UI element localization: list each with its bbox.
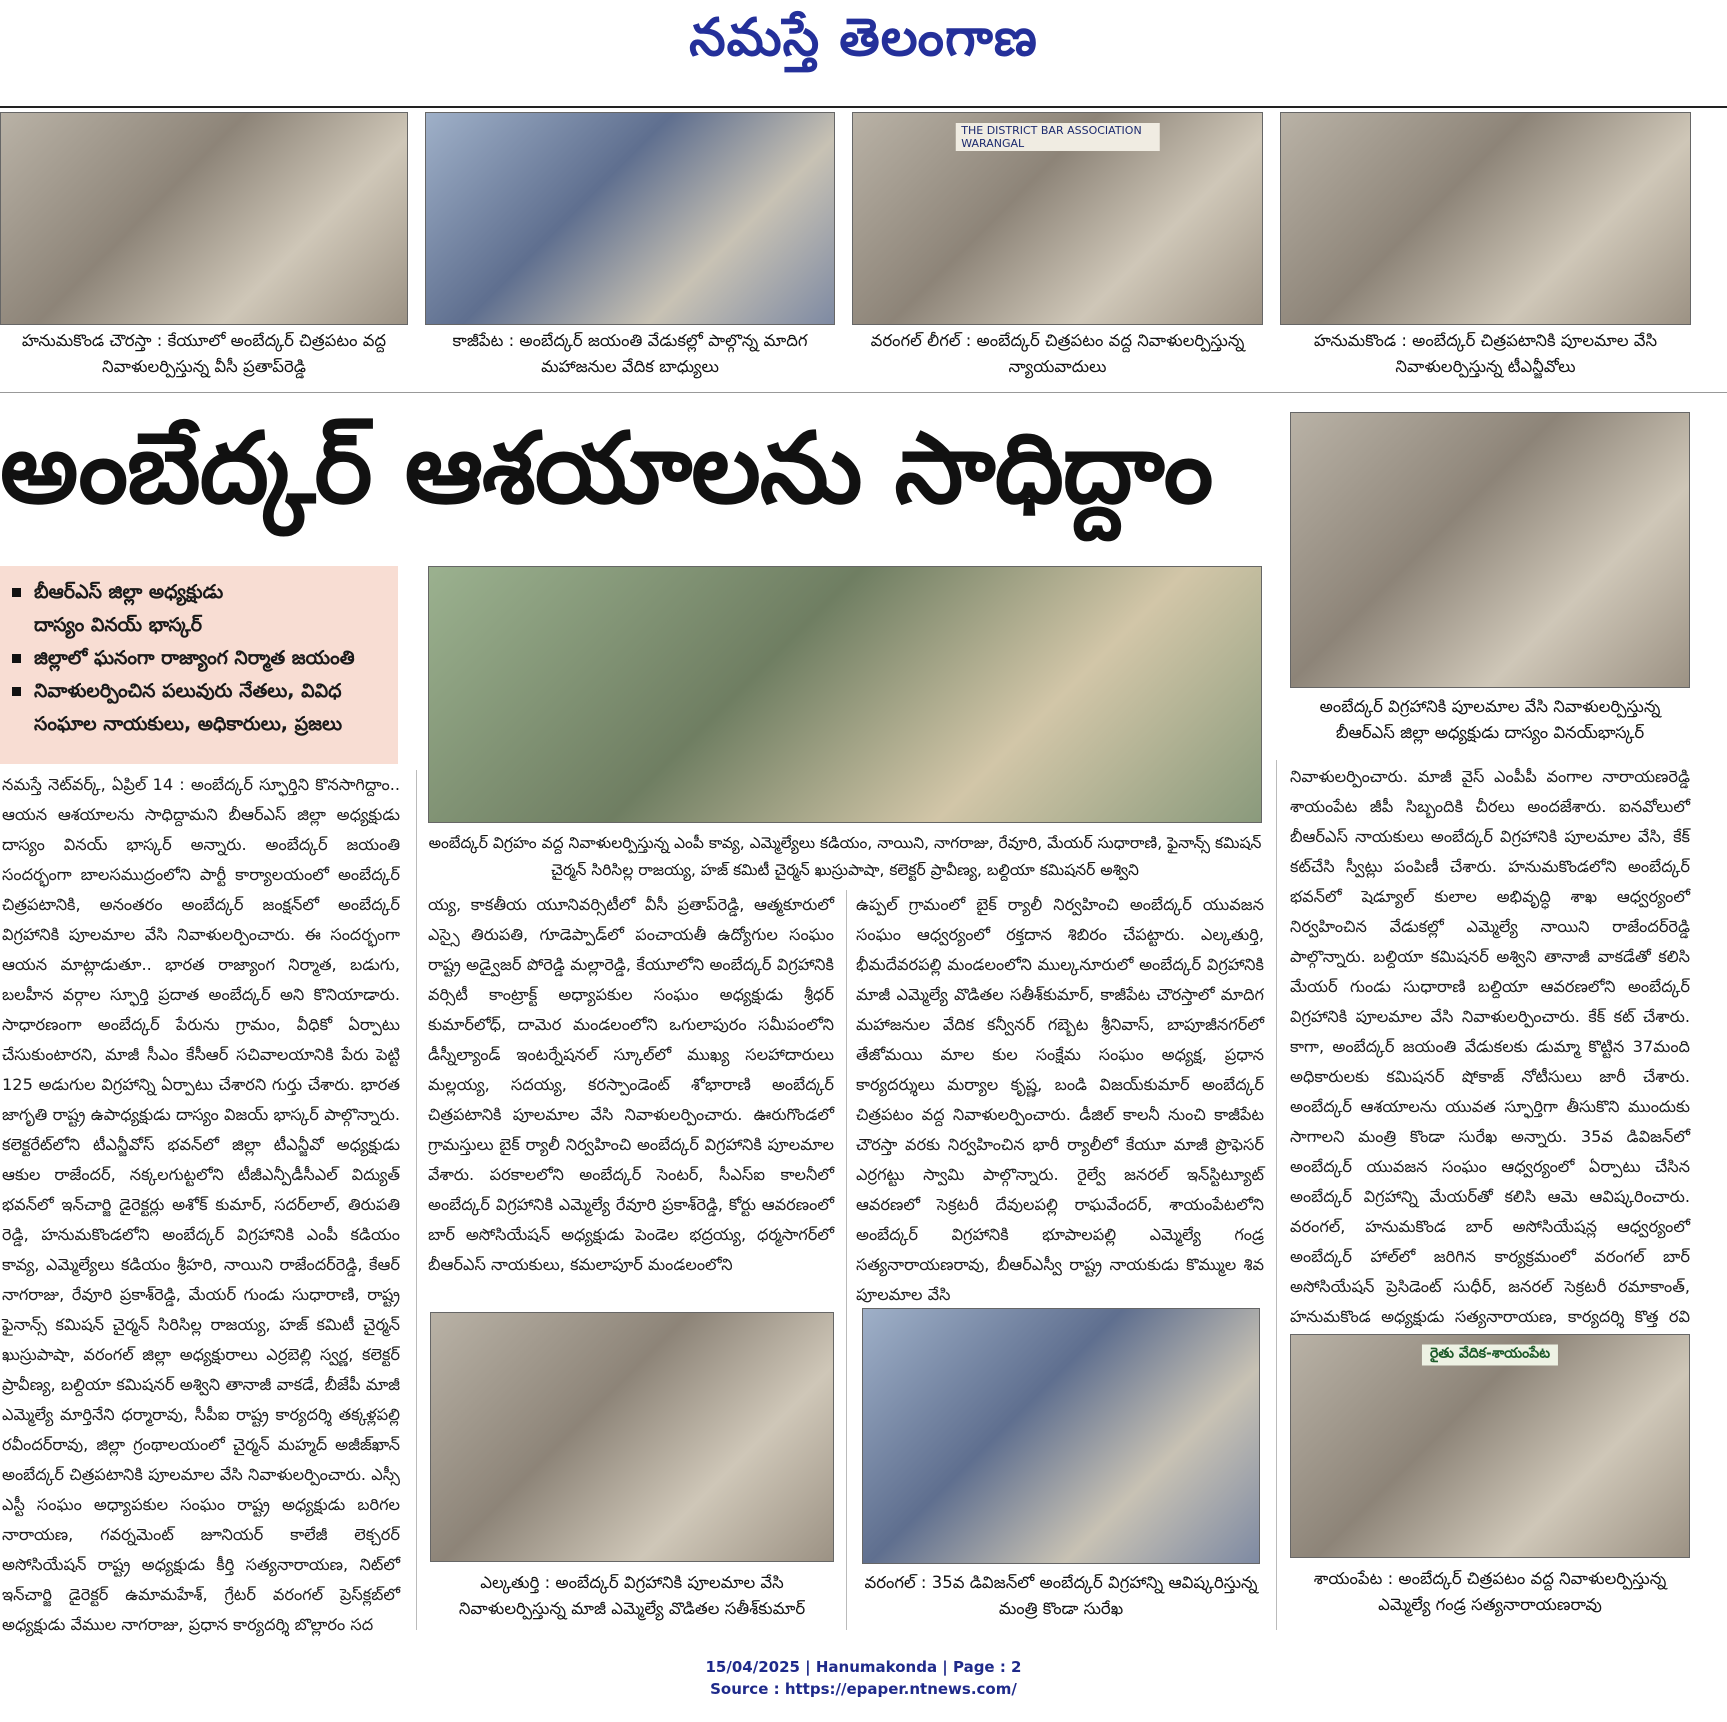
article-column-1 xyxy=(2,770,400,1640)
article-column-2 xyxy=(428,890,834,1298)
right-photo xyxy=(1290,412,1690,688)
article-text: నమస్తే నెట్‌వర్క్, ఏప్రిల్ 14 : అంబేద్కర్ స్ఫూర్తిని కొనసాగిద్దాం.. ఆయన ఆశయాలను సాధిద్దామని బీఆర్ఎస్ జిల్లా అధ్యక్షుడు దాస్యం వినయ్ భాస్కర్ అన్నారు. అంబేద్కర్ జయంతి సందర్భంగా బాలసముద్రంలోని పార్టీ కార్యాలయంలో అంబేద్కర్ చిత్రపటానికి, అనంతరం అంబేద్కర్ జంక్షన్‌లో అంబేద్కర్ విగ్రహానికి పూలమాల వేసి నివాళులర్పించారు. ఈ సందర్భంగా ఆయన మాట్లాడుతూ.. భారత రాజ్యాంగ నిర్మాత, బడుగు, బలహీన వర్గాల స్ఫూర్తి ప్రదాత అంబేద్కర్ అని కొనియాడారు. సాధారణంగా అంబేద్కర్ పేరును గ్రామం, వీధికో ఏర్పాటు చేసుకుంటారని, మాజీ సీఎం కేసీఆర్ సచివాలయానికి పేరు పెట్టి 125 అడుగుల విగ్రహాన్ని ఏర్పాటు చేశారని గుర్తు చేశారు. భారత జాగృతి రాష్ట్ర ఉపాధ్యక్షుడు దాస్యం విజయ్ భాస్కర్ పాల్గొన్నారు. కలెక్టరేట్‌లోని టీఎన్జీవోస్ భవన్‌లో జిల్లా టీఎన్జీవో అధ్యక్షుడు ఆకుల రాజేందర్, నక్కలగుట్టలోని టీజీఎన్పీడీసీఎల్ విద్యుత్ భవన్‌లో ఇన్‌చార్జి డైరెక్టర్లు అశోక్ కుమార్, సదర్‌లాల్, తిరుపతి రెడ్డి, హనుమకొండలోని అంబేద్కర్ విగ్రహానికి ఎంపీ కడియం కావ్య, ఎమ్మెల్యేలు కడియం శ్రీహరి, నాయిని రాజేందర్‌రెడ్డి, కేఆర్ నాగరాజు, రేవూరి ప్రకాశ్‌రెడ్డి, మేయర్ గుండు సుధారాణి, రాష్ట్ర ఫైనాన్స్ కమిషన్ చైర్మన్ సిరిసిల్ల రాజయ్య, హజ్ కమిటీ చైర్మన్ ఖుస్రుపాషా, వరంగల్ జిల్లా అధ్యక్షురాలు ఎర్రబెల్లి స్వర్ణ, కలెక్టర్ ప్రావీణ్య, బల్దియా కమిషనర్ అశ్విని తానాజీ వాకడే, బీజేపీ మాజీ ఎమ్మెల్యే మార్తినేని ధర్మారావు, సీపీఐ రాష్ట్ర కార్యదర్శి తక్కళ్లపల్లి రవీందర్‌రావు, జిల్లా గ్రంథాలయంలో చైర్మన్ మహ్మద్ అజీజ్‌ఖాన్ అంబేద్కర్ చిత్రపటానికి పూలమాల వేసి నివాళులర్పించారు. ఎస్సీ ఎస్టీ సంఘం అధ్యాపకుల సంఘం రాష్ట్ర అధ్యక్షుడు బరిగల నారాయణ, గవర్నమెంట్ జూనియర్ కాలేజీ లెక్చరర్ అసోసియేషన్ రాష్ట్ర అధ్యక్షుడు కీర్తి సత్యనారాయణ, నిట్‌లో ఇన్‌చార్జి డైరెక్టర్ ఉమామహేశ్, గ్రేటర్ వరంగల్ ప్రెస్‌క్లబ్‌లో అధ్యక్షుడు వేముల నాగరాజు, ప్రధాన కార్యదర్శి బొల్లారం సద xyxy=(2,775,400,1634)
article-text: నివాళులర్పించారు. మాజీ వైస్ ఎంపీపీ వంగాల నారాయణరెడ్డి శాయంపేట జీపీ సిబ్బందికి చీరలు అందజేశారు. ఐనవోలులో బీఆర్ఎస్ నాయకులు అంబేద్కర్ విగ్రహానికి పూలమాల వేసి, కేక్ కట్‌చేసి స్వీట్లు పంపిణీ చేశారు. హనుమకొండలోని అంబేద్కర్ భవన్‌లో షెడ్యూల్ కులాల అభివృద్ధి శాఖ ఆధ్వర్యంలో నిర్వహించిన వేడుకల్లో ఎమ్మెల్యే నాయిని రాజేందర్‌రెడ్డి పాల్గొన్నారు. బల్దియా కమిషనర్ అశ్విని తానాజీ వాకడేతో కలిసి మేయర్ గుండు సుధారాణి బల్దియా ఆవరణలోని అంబేద్కర్ విగ్రహానికి పూలమాల వేసి నివాళులర్పించారు. కేక్ కట్ చేశారు. కాగా, అంబేద్కర్ జయంతి వేడుకలకు డుమ్మా కొట్టిన 37మంది అధికారులకు కమిషనర్ షోకాజ్ నోటీసులు జారీ చేశారు. అంబేద్కర్ ఆశయాలను యువత స్ఫూర్తిగా తీసుకొని ముందుకు సాగాలని మంత్రి కొండా సురేఖ అన్నారు. 35వ డివిజన్‌లో అంబేద్కర్ యువజన సంఘం ఆధ్వర్యంలో ఏర్పాటు చేసిన అంబేద్కర్ విగ్రహాన్ని మేయర్‌తో కలిసి ఆమె ఆవిష్కరించారు. వరంగల్, హనుమకొండ బార్ అసోసియేషన్ల ఆధ్వర్యంలో అంబేద్కర్ హాల్‌లో జరిగిన కార్యక్రమంలో వరంగల్ బార్ అసోసియేషన్ ప్రెసిడెంట్ సుధీర్, జనరల్ సెక్రటరీ రమాకాంత్, హనుమకొండ అధ్యక్షుడు సత్యనారాయణ, కార్యదర్శి కొత్త రవి xyxy=(1290,767,1690,1326)
top-photo-3 xyxy=(852,112,1263,325)
top-photo-1 xyxy=(0,112,408,325)
article-column-3 xyxy=(856,890,1264,1304)
article-column-4 xyxy=(1290,762,1690,1332)
top-caption-1: హనుమకొండ చౌరస్తా : కేయూలో అంబేద్కర్ చిత్రపటం వద్ద నివాళులర్పిస్తున్న వీసీ ప్రతాప్‌రెడ్డి xyxy=(21,331,387,376)
footer xyxy=(0,1656,1727,1700)
top-caption-4: హనుమకొండ : అంబేద్కర్ చిత్రపటానికి పూలమాల వేసి నివాళులర్పిస్తున్న టీఎన్జీవోలు xyxy=(1313,331,1658,376)
bottom-caption-3: శాయంపేట : అంబేద్కర్ చిత్రపటం వద్ద నివాళులర్పిస్తున్న ఎమ్మెల్యే గండ్ర సత్యనారాయణరావు xyxy=(1313,1569,1667,1614)
bottom-caption-1: ఎల్కతుర్తి : అంబేద్కర్ విగ్రహానికి పూలమాల వేసి నివాళులర్పిస్తున్న మాజీ ఎమ్మెల్యే వొడితల సతీశ్‌కుమార్ xyxy=(458,1573,806,1618)
top-photo-4 xyxy=(1280,112,1691,325)
top-caption-2: కాజీపేట : అంబేద్కర్ జయంతి వేడుకల్లో పాల్గొన్న మాదిగ మహాజనుల వేదిక బాధ్యులు xyxy=(452,331,808,376)
masthead-rule xyxy=(0,106,1727,108)
footer-date-line: 15/04/2025 | Hanumakonda | Page : 2 xyxy=(705,1658,1022,1676)
highlight-item: సంఘాల నాయకులు, అధికారులు, ప్రజలు xyxy=(34,713,343,735)
footer-source-line: Source : https://epaper.ntnews.com/ xyxy=(710,1680,1017,1698)
highlight-item: నివాళులర్పించిన పలువురు నేతలు, వివిధ xyxy=(10,675,390,708)
highlights-box xyxy=(0,566,398,764)
main-photo-caption: అంబేద్కర్ విగ్రహం వద్ద నివాళులర్పిస్తున్న ఎంపీ కావ్య, ఎమ్మెల్యేలు కడియం, నాయిని, నాగరాజు, రేవూరి, మేయర్ సుధారాణి, ఫైనాన్స్ కమిషన్ చైర్మన్ సిరిసిల్ల రాజయ్య, హజ్ కమిటీ చైర్మన్ ఖుస్రుపాషా, కలెక్టర్ ప్రావీణ్య, బల్దియా కమిషనర్ అశ్విని xyxy=(428,834,1262,879)
main-photo xyxy=(428,566,1262,823)
article-text: య్య, కాకతీయ యూనివర్సిటీలో వీసీ ప్రతాప్‌రెడ్డి, ఆత్మకూరులో ఎస్సై తిరుపతి, గూడెప్పాడ్‌లో పంచాయతీ ఉద్యోగుల సంఘం రాష్ట్ర అడ్వైజర్ పోరెడ్డి మల్లారెడ్డి, కేయూలోని అంబేద్కర్ విగ్రహానికి వర్సిటీ కాంట్రాక్ట్ అధ్యాపకుల సంఘం అధ్యక్షుడు శ్రీధర్ కుమార్‌లోధ్, దామెర మండలంలోని ఒగులాపురం సమీపంలోని డీస్నీల్యాండ్ ఇంటర్నేషనల్ స్కూల్‌లో ముఖ్య సలహాదారులు మల్లయ్య, సదయ్య, కరస్పాండెంట్ శోభారాణి అంబేద్కర్ చిత్రపటానికి పూలమాల వేసి నివాళులర్పించారు. ఊరుగొండలో గ్రామస్తులు బైక్ ర్యాలీ నిర్వహించి అంబేద్కర్ విగ్రహానికి పూలమాల వేశారు. పరకాలలోని అంబేద్కర్ సెంటర్, సీఎస్ఐ కాలనీలో అంబేద్కర్ విగ్రహానికి ఎమ్మెల్యే రేవూరి ప్రకాశ్‌రెడ్డి, కోర్టు ఆవరణంలో బార్ అసోసియేషన్ అధ్యక్షుడు పెండెల భద్రయ్య, ధర్మసాగర్‌లో బీఆర్ఎస్ నాయకులు, కమలాపూర్ మండలంలోని xyxy=(428,895,834,1274)
column-rule xyxy=(1276,760,1277,1630)
bar-association-sign: THE DISTRICT BAR ASSOCIATION WARANGAL xyxy=(955,123,1160,151)
highlight-item: జిల్లాలో ఘనంగా రాజ్యాంగ నిర్మాత జయంతి xyxy=(10,642,390,675)
column-rule xyxy=(416,770,417,1630)
bottom-photo-2 xyxy=(862,1308,1260,1564)
highlight-item: దాస్యం వినయ్ భాస్కర్ xyxy=(34,614,203,636)
headline: అంబేద్కర్ ఆశయాలను సాధిద్దాం xyxy=(0,412,1213,526)
top-photo-2 xyxy=(425,112,835,325)
right-photo-caption: అంబేద్కర్ విగ్రహానికి పూలమాల వేసి నివాళులర్పిస్తున్న బీఆర్ఎస్ జిల్లా అధ్యక్షుడు దాస్యం వినయ్‌భాస్కర్ xyxy=(1319,697,1661,742)
bottom-photo-1 xyxy=(430,1312,834,1562)
bottom-photo-3 xyxy=(1290,1334,1690,1558)
top-row-rule xyxy=(0,392,1727,393)
column-rule xyxy=(846,890,847,1630)
highlight-item: బీఆర్ఎస్ జిల్లా అధ్యక్షుడు xyxy=(10,576,390,609)
bottom-caption-2: వరంగల్ : 35వ డివిజన్‌లో అంబేద్కర్ విగ్రహాన్ని ఆవిష్కరిస్తున్న మంత్రి కొండా సురేఖ xyxy=(864,1573,1258,1618)
masthead: నమస్తే తెలంగాణ xyxy=(689,8,1038,68)
article-text: ఉప్పల్ గ్రామంలో బైక్ ర్యాలీ నిర్వహించి అంబేద్కర్ యువజన సంఘం ఆధ్వర్యంలో రక్తదాన శిబిరం చేపట్టారు. ఎల్కతుర్తి, భీమదేవరపల్లి మండలంలోని ముల్కనూరులో అంబేద్కర్ విగ్రహానికి మాజీ ఎమ్మెల్యే వొడితల సతీశ్‌కుమార్, కాజీపేట చౌరస్తాలో మాదిగ మహాజనుల వేదిక కన్వీనర్ గబ్బెట శ్రీనివాస్, బాపూజీనగర్‌లో తేజోమయి మాల కుల సంక్షేమ సంఘం అధ్యక్ష, ప్రధాన కార్యదర్శులు మర్యాల కృష్ణ, బండి విజయ్‌కుమార్ అంబేద్కర్ చిత్రపటం వద్ద నివాళులర్పించారు. డీజిల్ కాలనీ నుంచి కాజీపేట చౌరస్తా వరకు నిర్వహించిన భారీ ర్యాలీలో కేయూ మాజీ ప్రొఫెసర్ ఎర్రగట్టు స్వామి పాల్గొన్నారు. రైల్వే జనరల్ ఇన్‌స్టిట్యూట్ ఆవరణలో సెక్రటరీ దేవులపల్లి రాఘవేందర్, శాయంపేటలోని అంబేద్కర్ విగ్రహానికి భూపాలపల్లి ఎమ్మెల్యే గండ్ర సత్యనారాయణరావు, బీఆర్ఎస్వీ రాష్ట్ర నాయకుడు కొమ్ముల శివ పూలమాల వేసి xyxy=(856,895,1264,1304)
rythu-vedika-sign: రైతు వేదిక-శాయంపేట xyxy=(1422,1345,1558,1366)
top-caption-3: వరంగల్ లీగల్ : అంబేద్కర్ చిత్రపటం వద్ద నివాళులర్పిస్తున్న న్యాయవాదులు xyxy=(870,331,1245,376)
